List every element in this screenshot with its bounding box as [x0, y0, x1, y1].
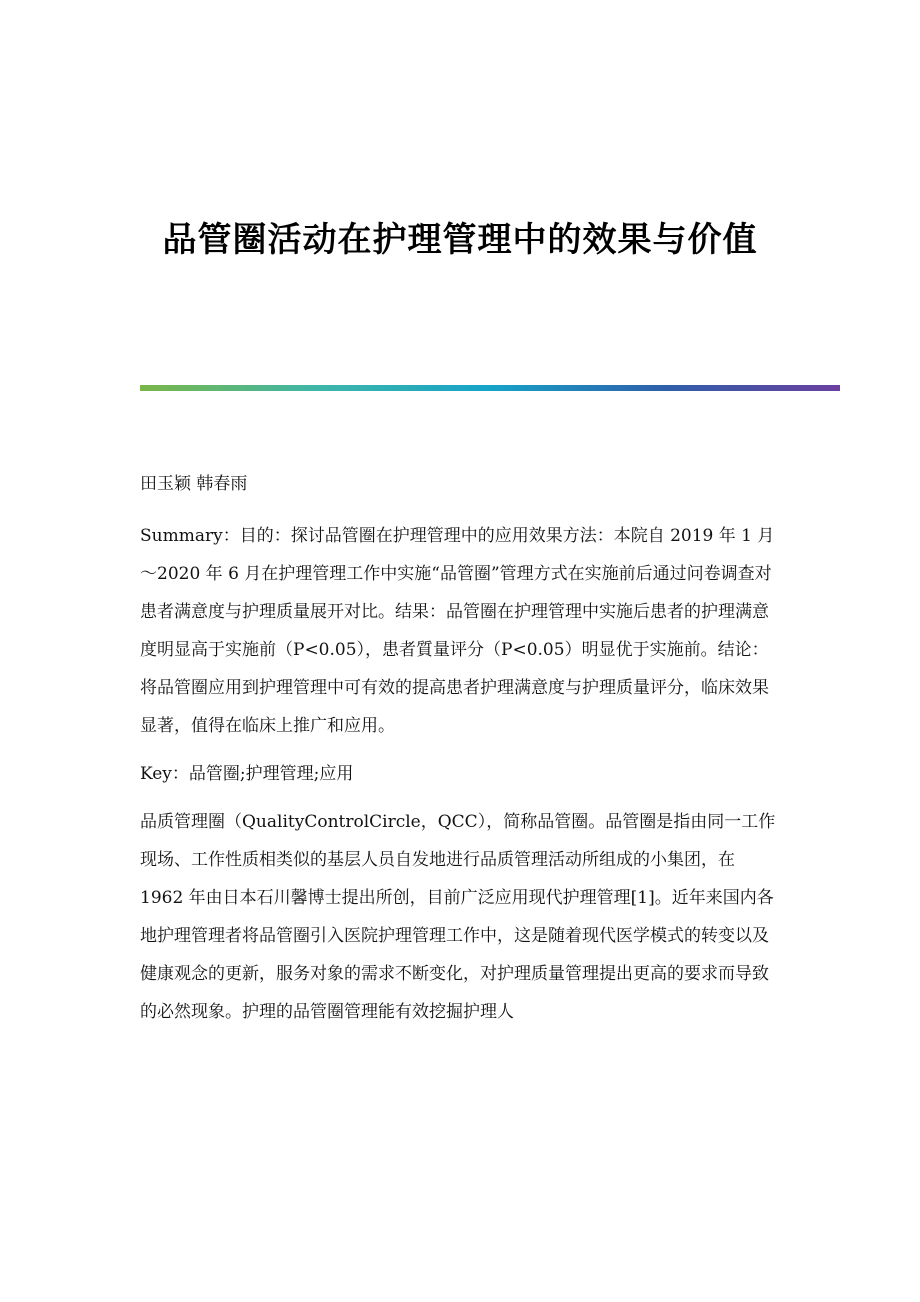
title-divider	[140, 385, 840, 391]
authors: 田玉颖 韩春雨	[140, 474, 248, 494]
keywords-line: Key：品管圈;护理管理;应用	[140, 764, 354, 784]
body-paragraph: 品质管理圈（QualityControlCircle，QCC），简称品管圈。品管圈是指由同一工作现场、工作性质相类似的基层人员自发地进行品质管理活动所组成的小集团，在 1962 年由日本石川馨博士提出所创，目前广泛应用现代护理管理[1]。近年来国内各地护理管理者将品管圈引入医院护理管理工作中，这是随着现代医学模式的转变以及健康观念的更新，服务对象的需求不断变化，对护理质量管理提出更高的要求而导致的必然现象。护理的品管圈管理能有效挖掘护理人	[140, 812, 776, 1022]
summary-paragraph: Summary：目的：探讨品管圈在护理管理中的应用效果方法：本院自 2019 年 1 月～2020 年 6 月在护理管理工作中实施“品管圈”管理方式在实施前后通过问卷调查对患者满意度与护理质量展开对比。结果：品管圈在护理管理中实施后患者的护理满意度明显高于实施前（P<0.05），患者質量评分（P<0.05）明显优于实施前。结论：将品管圈应用到护理管理中可有效的提高患者护理满意度与护理质量评分，临床效果显著，值得在临床上推广和应用。	[140, 526, 775, 736]
document-title: 品管圈活动在护理管理中的效果与价值	[162, 220, 758, 260]
document-body	[140, 465, 780, 1041]
